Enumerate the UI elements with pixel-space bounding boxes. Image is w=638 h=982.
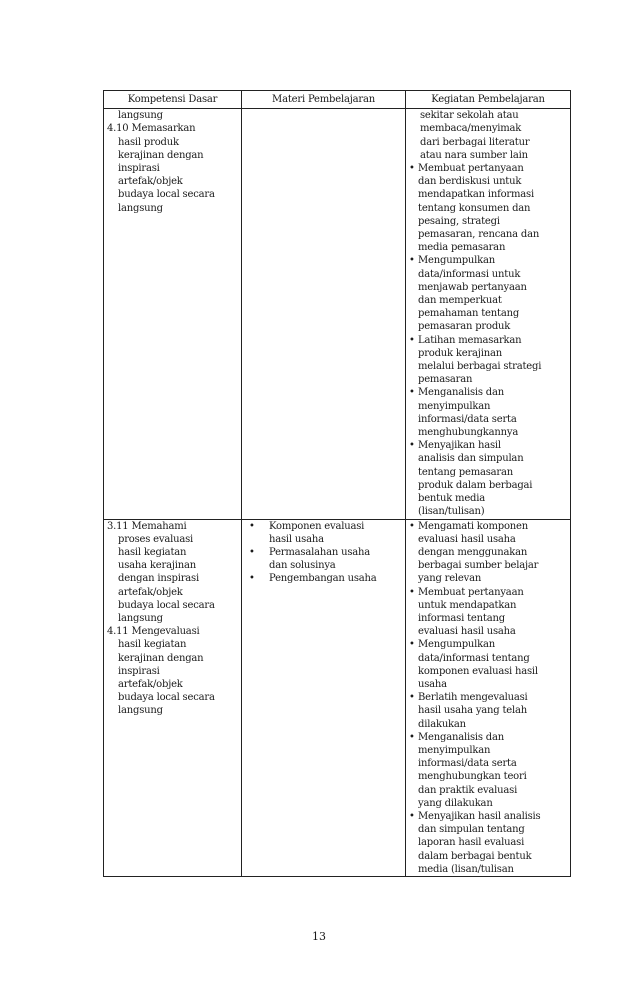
kegiatan-item-line: yang dilakukan [418, 797, 493, 809]
kegiatan-item-line: laporan hasil evaluasi [418, 837, 525, 849]
kegiatan-item [409, 638, 568, 691]
kegiatan-item [409, 731, 568, 810]
kd-item-line: artefak/objek [118, 586, 183, 598]
kegiatan-item-line: pemahaman tentang [418, 308, 520, 320]
kegiatan-item-line: evaluasi hasil usaha [418, 533, 516, 545]
kegiatan-item-line: • Menyajikan hasil [418, 440, 501, 452]
kegiatan-item-line: menghubungkannya [418, 427, 519, 439]
kegiatan-item-line: dengan menggunakan [418, 546, 528, 558]
kegiatan-continuation-line: dari berbagai literatur [420, 136, 530, 148]
kegiatan-item-line: data/informasi untuk [418, 268, 521, 280]
kegiatan-item-line: produk kerajinan [418, 347, 502, 359]
kegiatan-item-line: informasi/data serta [418, 758, 517, 770]
kd-item-line: artefak/objek [118, 678, 183, 690]
kd-item-line: langsung [118, 705, 163, 717]
kd-item-line: langsung [118, 202, 163, 214]
table-row [104, 519, 571, 876]
kegiatan-item-line: evaluasi hasil usaha [418, 626, 516, 638]
kegiatan-item-line: dilakukan [418, 718, 466, 730]
header-materi-pembelajaran: Materi Pembelajaran [242, 91, 406, 109]
kegiatan-item-line: media pemasaran [418, 242, 506, 254]
kegiatan-item-line: dalam berbagai bentuk [418, 850, 532, 862]
kd-item-line: inspirasi [118, 163, 160, 175]
kd-item-line: hasil produk [118, 136, 179, 148]
kd-item-first-line: 4.10 Memasarkan [107, 123, 196, 135]
materi-item [249, 572, 403, 585]
kegiatan-cell [406, 109, 571, 519]
kd-item-line: artefak/objek [118, 176, 183, 188]
page-number: 13 [312, 930, 326, 943]
kegiatan-item-line: pesaing, strategi [418, 215, 500, 227]
kegiatan-item [409, 691, 568, 731]
kegiatan-item-line: usaha [418, 678, 447, 690]
kegiatan-item-line: menghubungkan teori [418, 771, 527, 783]
kegiatan-item-line: mendapatkan informasi [418, 189, 534, 201]
kegiatan-item-line: informasi tentang [418, 612, 505, 624]
kegiatan-item-line: • Menyajikan hasil analisis [418, 810, 541, 822]
kegiatan-item-line: melalui berbagai strategi [418, 361, 542, 373]
kegiatan-item-line: • Membuat pertanyaan [418, 586, 524, 598]
kegiatan-continuation-line: atau nara sumber lain [420, 149, 528, 161]
kegiatan-continuation-line: membaca/menyimak [420, 123, 522, 135]
kd-item-line: budaya local secara [118, 692, 215, 704]
kegiatan-item [409, 586, 568, 639]
kegiatan-item [409, 254, 568, 333]
kegiatan-item-line: bentuk media [418, 493, 486, 505]
header-kegiatan-pembelajaran: Kegiatan Pembelajaran [406, 91, 571, 109]
materi-item [249, 520, 403, 546]
kd-item-first-line: 4.11 Mengevaluasi [107, 626, 200, 638]
kegiatan-item-line: pemasaran produk [418, 321, 511, 333]
kegiatan-item-line: media (lisan/tulisan [418, 863, 514, 875]
kegiatan-item-line: analisis dan simpulan [418, 453, 524, 465]
kegiatan-item-line: (lisan/tulisan) [418, 506, 485, 518]
kd-item [107, 122, 239, 214]
materi-item-line: dan solusinya [269, 560, 336, 572]
materi-item-line: • Pengembangan usaha [269, 573, 377, 585]
kegiatan-item-line: dan memperkuat [418, 295, 502, 307]
kegiatan-item-line: pemasaran, rencana dan [418, 229, 540, 241]
kd-item [107, 520, 239, 626]
materi-item [249, 546, 403, 572]
kegiatan-item-line: komponen evaluasi hasil [418, 665, 538, 677]
kegiatan-item-line: menyimpulkan [418, 400, 491, 412]
kd-item-line: dengan inspirasi [118, 573, 199, 585]
kegiatan-item [409, 520, 568, 586]
kd-item-line: budaya local secara [118, 599, 215, 611]
kegiatan-item [409, 810, 568, 876]
kegiatan-item-line: produk dalam berbagai [418, 479, 533, 491]
kegiatan-item-line: berbagai sumber belajar [418, 560, 539, 572]
kd-item-line: inspirasi [118, 665, 160, 677]
kegiatan-item [409, 439, 568, 518]
kegiatan-item-line: • Berlatih mengevaluasi [418, 692, 528, 704]
kd-cell [104, 519, 242, 876]
kegiatan-item-line: hasil usaha yang telah [418, 705, 527, 717]
kegiatan-continuation-line: sekitar sekolah atau [420, 110, 519, 122]
kegiatan-cell [406, 519, 571, 876]
kegiatan-item-line: dan berdiskusi untuk [418, 176, 522, 188]
kd-cell [104, 109, 242, 519]
materi-item-line: hasil usaha [269, 533, 324, 545]
kegiatan-item-line: untuk mendapatkan [418, 599, 517, 611]
kd-continuation: langsung [118, 110, 163, 122]
kd-item-line: usaha kerajinan [118, 560, 196, 572]
kegiatan-item-line: • Membuat pertanyaan [418, 163, 524, 175]
kd-item [107, 625, 239, 717]
kegiatan-item-line: informasi/data serta [418, 413, 517, 425]
table-header-row [104, 91, 571, 109]
kd-item-line: langsung [118, 612, 163, 624]
materi-item-line: • Permasalahan usaha [269, 546, 371, 558]
kd-item-line: proses evaluasi [118, 533, 194, 545]
kegiatan-item-line: • Menganalisis dan [418, 731, 505, 743]
kegiatan-item-line: • Mengamati komponen [418, 520, 528, 532]
kegiatan-item [409, 334, 568, 387]
kegiatan-item-line: menjawab pertanyaan [418, 281, 527, 293]
kd-item-line: kerajinan dengan [118, 149, 204, 161]
kegiatan-item-line: • Mengumpulkan [418, 639, 496, 651]
learning-plan-table [103, 90, 571, 877]
kegiatan-item-line: yang relevan [418, 573, 482, 585]
kegiatan-item [409, 162, 568, 254]
kegiatan-item-line: tentang pemasaran [418, 466, 514, 478]
kegiatan-item-line: • Latihan memasarkan [418, 334, 522, 346]
kd-item-line: hasil kegiatan [118, 639, 187, 651]
materi-cell [242, 109, 406, 519]
kegiatan-item-line: • Mengumpulkan [418, 255, 496, 267]
kegiatan-item-line: dan simpulan tentang [418, 824, 525, 836]
kd-item-line: hasil kegiatan [118, 546, 187, 558]
kegiatan-item-line: dan praktik evaluasi [418, 784, 518, 796]
kd-item-line: budaya local secara [118, 189, 215, 201]
materi-cell [242, 519, 406, 876]
kegiatan-item-line: menyimpulkan [418, 744, 491, 756]
table-row [104, 109, 571, 519]
materi-item-line: • Komponen evaluasi [269, 520, 365, 532]
kegiatan-item-line: • Menganalisis dan [418, 387, 505, 399]
kegiatan-item-line: data/informasi tentang [418, 652, 530, 664]
kegiatan-item-line: pemasaran [418, 374, 473, 386]
kegiatan-item [409, 386, 568, 439]
kegiatan-item-line: tentang konsumen dan [418, 202, 531, 214]
header-kompetensi-dasar: Kompetensi Dasar [104, 91, 242, 109]
kd-item-first-line: 3.11 Memahami [107, 520, 187, 532]
kd-item-line: kerajinan dengan [118, 652, 204, 664]
